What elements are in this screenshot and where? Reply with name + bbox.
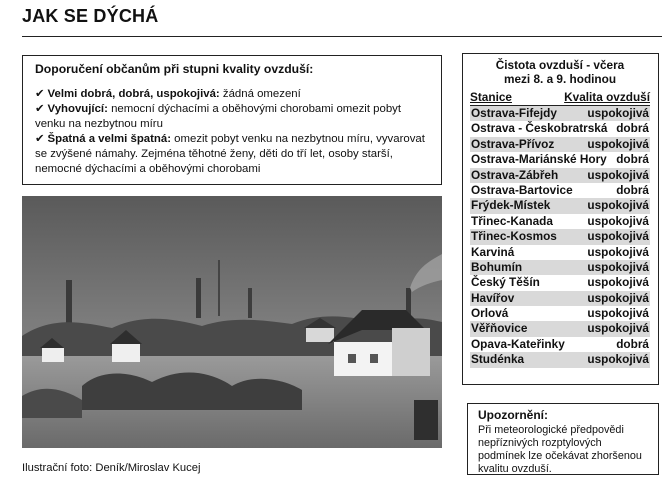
station-name: Třinec-Kosmos — [471, 229, 557, 244]
table-row — [470, 352, 650, 367]
table-row — [470, 260, 650, 275]
air-subtitle: mezi 8. a 9. hodinou — [503, 72, 617, 86]
quality-value: uspokojivá — [587, 352, 649, 367]
table-row — [470, 291, 650, 306]
quality-value: uspokojivá — [587, 275, 649, 290]
table-row — [470, 106, 650, 121]
station-name: Havířov — [471, 290, 515, 305]
station-name: Český Těšín — [471, 275, 540, 290]
station-name: Ostrava-Zábřeh — [471, 167, 559, 182]
quality-value: dobrá — [616, 121, 649, 136]
warning-title: Upozornění: — [478, 408, 548, 422]
quality-value: dobrá — [616, 336, 649, 351]
advice-text: nemocní dýchacími a oběhovými chorobami omezit pobyt venku na nezbytnou míru — [35, 103, 402, 130]
table-body — [470, 106, 650, 368]
page-title: JAK SE DÝCHÁ — [22, 6, 159, 26]
station-name: Bohumín — [471, 259, 523, 274]
station-name: Ostrava-Mariánské Hory — [471, 152, 607, 167]
station-name: Ostrava-Bartovice — [471, 182, 573, 197]
quality-value: uspokojivá — [587, 259, 649, 274]
quality-value: uspokojivá — [587, 136, 649, 151]
col-station: Stanice — [470, 90, 512, 104]
quality-value: uspokojivá — [587, 306, 649, 321]
check-icon: ✔ — [35, 88, 45, 100]
quality-value: uspokojivá — [587, 167, 649, 182]
table-row — [470, 168, 650, 183]
quality-value: uspokojivá — [587, 198, 649, 213]
check-icon: ✔ — [35, 103, 45, 115]
warning-box — [467, 403, 659, 475]
station-name: Opava-Kateřinky — [471, 336, 565, 351]
table-row — [470, 183, 650, 198]
station-name: Třinec-Kanada — [471, 213, 553, 228]
advice-box — [22, 55, 442, 185]
advice-level: Velmi dobrá, dobrá, uspokojivá: — [47, 88, 220, 100]
advice-item — [35, 87, 429, 102]
advice-item — [35, 132, 429, 177]
table-row — [470, 337, 650, 352]
advice-text: žádná omezení — [222, 88, 301, 100]
quality-value: uspokojivá — [587, 229, 649, 244]
quality-value: uspokojivá — [587, 244, 649, 259]
station-name: Karviná — [471, 244, 515, 259]
advice-level: Vyhovující: — [47, 103, 108, 115]
advice-text: omezit pobyt venku na nezbytnou míru, vyvarovat se zvýšené námahy. Zejména těhotné ženy, děti do tří let, osoby starší, nemocné dýchacími a oběhovými chorobami — [35, 133, 425, 175]
station-name: Studénka — [471, 352, 525, 367]
station-name: Frýdek-Místek — [471, 198, 551, 213]
table-row — [470, 121, 650, 136]
check-icon: ✔ — [35, 133, 45, 145]
table-row — [470, 306, 650, 321]
quality-value: dobrá — [616, 182, 649, 197]
quality-value: uspokojivá — [587, 290, 649, 305]
advice-item — [35, 102, 429, 132]
quality-value: uspokojivá — [587, 213, 649, 228]
warning-text: Při meteorologické předpovědi nepříznivých rozptylových podmínek lze očekávat zhoršenou kvalitu ovzduší. — [478, 424, 642, 475]
advice-heading: Doporučení občanům při stupni kvality ovzduší: — [35, 62, 314, 76]
landscape-photo-image — [22, 196, 442, 448]
title-divider — [22, 36, 662, 37]
station-name: Ostrava-Fifejdy — [471, 106, 557, 120]
quality-value: uspokojivá — [587, 106, 649, 120]
table-row — [470, 275, 650, 290]
illustration-photo — [22, 196, 442, 448]
quality-value: dobrá — [616, 152, 649, 167]
station-name: Orlová — [471, 306, 509, 321]
table-header — [470, 90, 650, 106]
table-row — [470, 245, 650, 260]
station-name: Ostrava - Českobratrská — [471, 121, 608, 136]
table-row — [470, 229, 650, 244]
table-row — [470, 137, 650, 152]
table-row — [470, 198, 650, 213]
air-title: Čistota ovzduší - včera — [495, 58, 625, 72]
photo-caption: Ilustrační foto: Deník/Miroslav Kucej — [22, 462, 201, 474]
col-quality: Kvalita ovzduší — [564, 90, 650, 104]
station-name: Ostrava-Přívoz — [471, 136, 555, 151]
station-name: Věřňovice — [471, 321, 528, 336]
table-row — [470, 214, 650, 229]
quality-value: uspokojivá — [587, 321, 649, 336]
table-row — [470, 321, 650, 336]
air-quality-table — [462, 53, 659, 385]
table-row — [470, 152, 650, 167]
advice-level: Špatná a velmi špatná: — [47, 133, 171, 145]
